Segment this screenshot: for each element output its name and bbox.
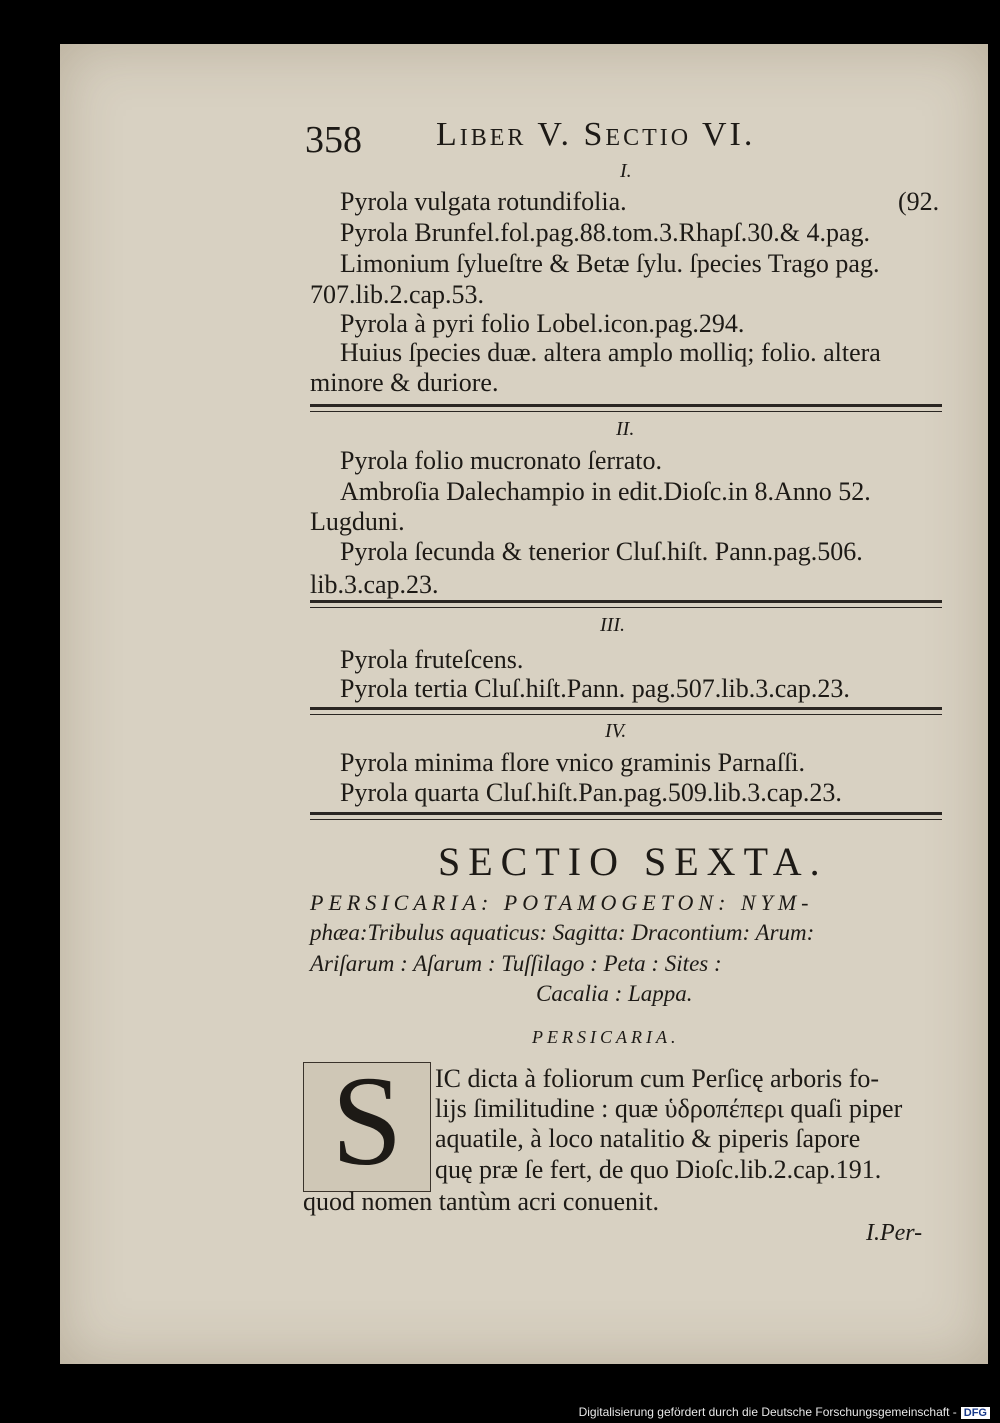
section-1-line-1: Pyrola vulgata rotundifolia.	[340, 187, 627, 216]
divider-rule	[310, 707, 942, 710]
running-title: Liber V. Sectio VI.	[436, 116, 756, 153]
section-1-line-2: Pyrola Brunfel.fol.pag.88.tom.3.Rhapſ.30.& 4.pag.	[340, 218, 871, 247]
page-number: 358	[305, 119, 362, 161]
divider-rule	[310, 714, 942, 715]
divider-rule	[310, 411, 942, 412]
contents-line-4: Cacalia : Lappa.	[536, 981, 693, 1006]
section-3-line-2: Pyrola tertia Cluſ.hiſt.Pann. pag.507.lib.3.cap.23.	[340, 674, 850, 703]
contents-line-1: PERSICARIA: POTAMOGETON: NYM-	[310, 890, 814, 915]
section-1-line-4: 707.lib.2.cap.53.	[310, 280, 485, 309]
divider-rule	[310, 600, 942, 603]
divider-rule	[310, 819, 942, 820]
section-1-line-6: Huius ſpecies duæ. altera amplo molliq; folio. altera	[340, 338, 881, 367]
section-numeral-1: I.	[620, 160, 632, 182]
divider-rule	[310, 607, 942, 608]
section-numeral-4: IV.	[605, 720, 627, 742]
paragraph-line-3: aquatile, à loco natalitio & piperis ſapore	[435, 1124, 861, 1153]
section-2-line-3: Lugduni.	[310, 507, 405, 536]
section-2-line-5: lib.3.cap.23.	[310, 570, 439, 599]
paragraph-line-5: quod nomen tantùm acri conuenit.	[303, 1187, 659, 1216]
section-4-line-1: Pyrola minima flore vnico graminis Parnaſſi.	[340, 748, 806, 777]
paragraph-line-1: IC dicta à foliorum cum Perſicę arboris fo-	[435, 1064, 880, 1093]
section-heading: SECTIO SEXTA.	[438, 839, 828, 884]
paragraph-line-4: quę præ ſe fert, de quo Dioſc.lib.2.cap.191.	[435, 1155, 882, 1184]
section-1-line-3: Limonium ſylueſtre & Betæ ſylu. ſpecies Trago pag.	[340, 249, 880, 278]
decorated-initial	[303, 1050, 431, 1192]
section-3-line-1: Pyrola fruteſcens.	[340, 645, 524, 674]
section-1-line-7: minore & duriore.	[310, 368, 499, 397]
section-numeral-2: II.	[616, 418, 635, 440]
margin-note: (92.	[898, 187, 940, 216]
divider-rule	[310, 404, 942, 407]
section-4-line-2: Pyrola quarta Cluſ.hiſt.Pan.pag.509.lib.3.cap.23.	[340, 778, 842, 807]
subheading: PERSICARIA.	[532, 1027, 680, 1047]
divider-rule	[310, 812, 942, 815]
dfg-logo: DFG	[961, 1407, 990, 1419]
contents-line-2: phæa:Tribulus aquaticus: Sagitta: Dracontium: Arum:	[310, 920, 815, 945]
section-1-line-5: Pyrola à pyri folio Lobel.icon.pag.294.	[340, 309, 745, 338]
paragraph-line-2: lijs ſimilitudine : quæ ὑδροπέπερι quaſi piper	[435, 1094, 903, 1123]
contents-line-3: Ariſarum : Aſarum : Tuſſilago : Peta : Sites :	[310, 951, 722, 976]
footer-credit	[579, 1405, 990, 1419]
section-2-line-2: Ambroſia Dalechampio in edit.Dioſc.in 8.Anno 52.	[340, 477, 871, 506]
footer-text: Digitalisierung gefördert durch die Deutsche Forschungsgemeinschaft -	[578, 1405, 957, 1419]
section-2-line-1: Pyrola folio mucronato ſerrato.	[340, 446, 663, 475]
catchword: I.Per-	[866, 1220, 923, 1246]
section-numeral-3: III.	[600, 614, 625, 636]
section-2-line-4: Pyrola ſecunda & tenerior Cluſ.hiſt. Pann.pag.506.	[340, 537, 863, 566]
initial-letter: S	[331, 1050, 403, 1192]
